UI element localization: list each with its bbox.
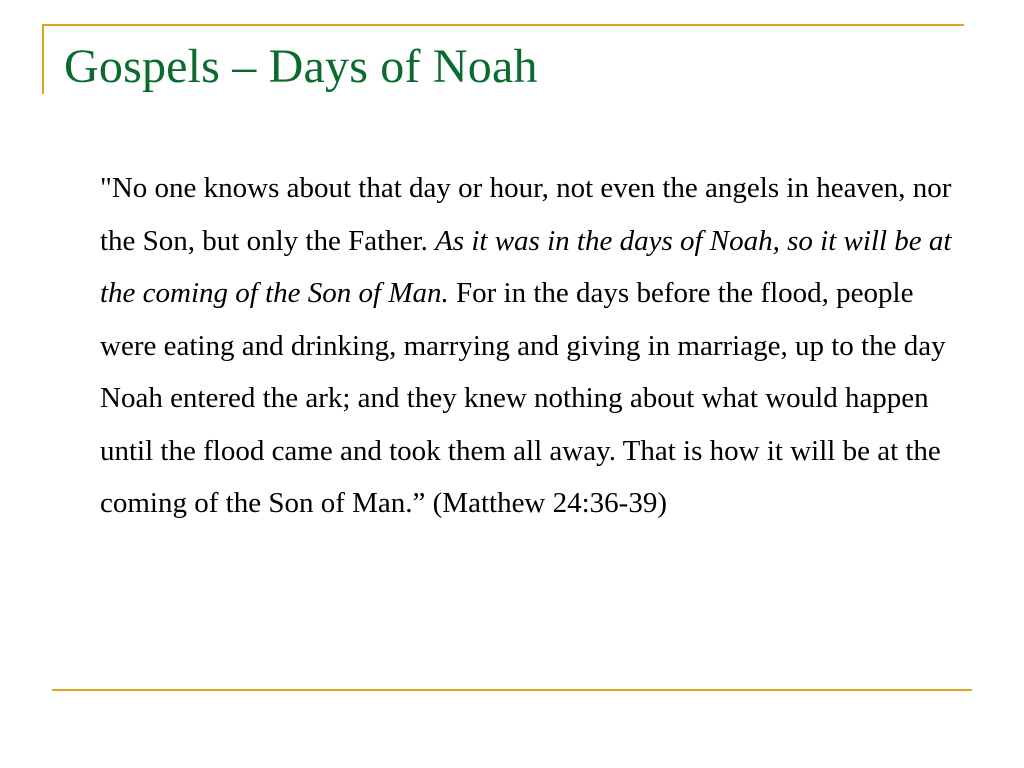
bottom-accent-rule bbox=[52, 689, 972, 691]
quote-part-3: For in the days before the flood, people were eating and drinking, marrying and giving in marriage, up to the day Noah entered the ark; and they knew nothing about what would happen until the flood came and took them all away. That is how it will be at the coming of the Son of Man.” (Matthew 24:36-39) bbox=[100, 277, 946, 519]
quote-part-1: "No one knows about that day or hour, not even the angels in heaven, nor the Son, but only the Father. bbox=[100, 172, 952, 257]
left-accent-rule bbox=[42, 24, 44, 94]
slide-title: Gospels – Days of Noah bbox=[64, 40, 538, 93]
quote-part-2-italic: As it was in the days of Noah, so it will be at the coming of the Son of Man. bbox=[100, 224, 952, 309]
top-accent-rule bbox=[42, 24, 964, 26]
scripture-quote bbox=[100, 162, 970, 530]
